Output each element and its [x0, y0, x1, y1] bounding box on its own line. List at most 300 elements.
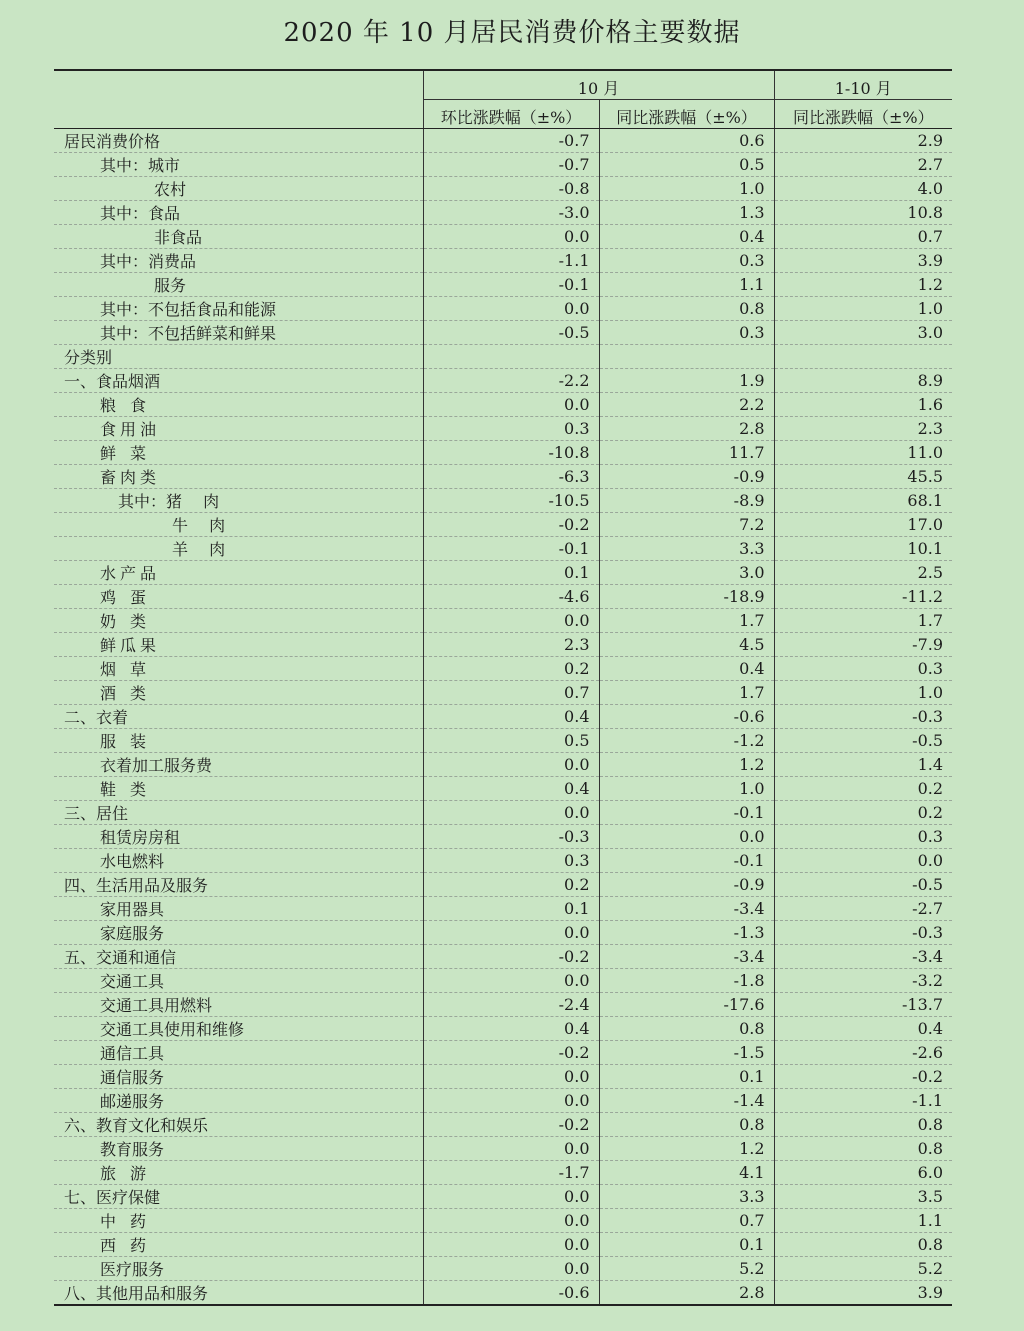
ytd-yoy-value: 8.9	[774, 369, 952, 393]
table-row	[54, 417, 952, 441]
mom-value: -1.1	[423, 249, 599, 273]
row-label	[54, 633, 423, 657]
ytd-yoy-value: -0.3	[774, 921, 952, 945]
row-label-text: 羊 肉	[172, 540, 226, 559]
mom-value: 0.0	[423, 1209, 599, 1233]
row-label	[54, 393, 423, 417]
table-row	[54, 1161, 952, 1185]
yoy-value: -1.3	[599, 921, 774, 945]
row-label-text: 一、食品烟酒	[64, 372, 161, 391]
mom-value: 0.0	[423, 921, 599, 945]
row-label-text: 水电燃料	[100, 852, 165, 871]
table-row	[54, 993, 952, 1017]
table-row	[54, 1017, 952, 1041]
yoy-value: 2.8	[599, 1281, 774, 1306]
yoy-value: 5.2	[599, 1257, 774, 1281]
row-label	[54, 465, 423, 489]
row-label-text: 家庭服务	[100, 924, 165, 943]
yoy-value: 1.0	[599, 177, 774, 201]
ytd-yoy-value	[774, 345, 952, 369]
mom-value: -0.2	[423, 513, 599, 537]
ytd-yoy-value: 1.7	[774, 609, 952, 633]
table-row	[54, 393, 952, 417]
header-ytd-yoy: 同比涨跌幅（±%）	[774, 100, 952, 129]
row-label-text: 其中：不包括食品和能源	[100, 300, 277, 319]
yoy-value: 0.1	[599, 1065, 774, 1089]
yoy-value: 1.9	[599, 369, 774, 393]
ytd-yoy-value: 0.3	[774, 657, 952, 681]
yoy-value: -3.4	[599, 945, 774, 969]
mom-value: -0.7	[423, 153, 599, 177]
row-label-text: 家用器具	[100, 900, 165, 919]
table-row	[54, 1089, 952, 1113]
ytd-yoy-value: -0.5	[774, 873, 952, 897]
yoy-value: -0.1	[599, 801, 774, 825]
header-group-ytd: 1-10 月	[774, 70, 952, 100]
mom-value: -0.3	[423, 825, 599, 849]
row-label-text: 其中：城市	[100, 156, 181, 175]
mom-value: 0.5	[423, 729, 599, 753]
table-row	[54, 489, 952, 513]
row-label	[54, 777, 423, 801]
ytd-yoy-value: 1.1	[774, 1209, 952, 1233]
ytd-yoy-value: -0.2	[774, 1065, 952, 1089]
table-row	[54, 633, 952, 657]
row-label-text: 其中：食品	[100, 204, 181, 223]
table-row	[54, 1041, 952, 1065]
ytd-yoy-value: 3.0	[774, 321, 952, 345]
row-label-text: 通信工具	[100, 1044, 165, 1063]
ytd-yoy-value: 3.9	[774, 1281, 952, 1306]
row-label	[54, 681, 423, 705]
table-row	[54, 465, 952, 489]
yoy-value: -1.8	[599, 969, 774, 993]
row-label	[54, 441, 423, 465]
ytd-yoy-value: -13.7	[774, 993, 952, 1017]
mom-value: -0.6	[423, 1281, 599, 1306]
ytd-yoy-value: 4.0	[774, 177, 952, 201]
mom-value: -0.1	[423, 537, 599, 561]
mom-value: 0.0	[423, 969, 599, 993]
page-title: 2020 年 10 月居民消费价格主要数据	[283, 18, 741, 48]
table-row	[54, 561, 952, 585]
row-label-text: 中药	[100, 1212, 161, 1231]
ytd-yoy-value: 45.5	[774, 465, 952, 489]
yoy-value: 1.2	[599, 753, 774, 777]
row-label	[54, 561, 423, 585]
ytd-yoy-value: 2.9	[774, 129, 952, 153]
ytd-yoy-value: -3.4	[774, 945, 952, 969]
mom-value: -0.5	[423, 321, 599, 345]
row-label-text: 五、交通和通信	[64, 948, 177, 967]
table-row	[54, 753, 952, 777]
table-row	[54, 609, 952, 633]
row-label	[54, 369, 423, 393]
table-row	[54, 537, 952, 561]
yoy-value: 0.8	[599, 297, 774, 321]
yoy-value: 0.4	[599, 657, 774, 681]
ytd-yoy-value: 1.0	[774, 297, 952, 321]
yoy-value: -17.6	[599, 993, 774, 1017]
table-row	[54, 657, 952, 681]
yoy-value	[599, 345, 774, 369]
yoy-value: -0.6	[599, 705, 774, 729]
table-row	[54, 1209, 952, 1233]
table-row	[54, 1137, 952, 1161]
yoy-value: -1.5	[599, 1041, 774, 1065]
table-row	[54, 969, 952, 993]
mom-value: 0.1	[423, 561, 599, 585]
row-label	[54, 177, 423, 201]
row-label-text: 粮食	[100, 396, 161, 415]
row-label-text: 其中：消费品	[100, 252, 197, 271]
table-row	[54, 369, 952, 393]
yoy-value: 0.8	[599, 1017, 774, 1041]
row-label	[54, 345, 423, 369]
row-label	[54, 729, 423, 753]
yoy-value: 0.5	[599, 153, 774, 177]
ytd-yoy-value: 11.0	[774, 441, 952, 465]
row-label	[54, 993, 423, 1017]
row-label	[54, 1233, 423, 1257]
row-label	[54, 513, 423, 537]
row-label-text: 居民消费价格	[64, 132, 161, 151]
mom-value: 0.2	[423, 873, 599, 897]
row-label-text: 西药	[100, 1236, 161, 1255]
table-row	[54, 921, 952, 945]
row-label	[54, 1257, 423, 1281]
mom-value: 0.0	[423, 393, 599, 417]
table-row	[54, 705, 952, 729]
yoy-value: 0.6	[599, 129, 774, 153]
row-label-text: 鲜瓜果	[100, 636, 161, 655]
yoy-value: 1.2	[599, 1137, 774, 1161]
ytd-yoy-value: -3.2	[774, 969, 952, 993]
ytd-yoy-value: 2.7	[774, 153, 952, 177]
header-group-october: 10 月	[423, 70, 774, 100]
row-label-text: 奶类	[100, 612, 161, 631]
yoy-value: 0.7	[599, 1209, 774, 1233]
row-label	[54, 153, 423, 177]
row-label	[54, 897, 423, 921]
yoy-value: 1.7	[599, 609, 774, 633]
yoy-value: 0.3	[599, 249, 774, 273]
table-row	[54, 249, 952, 273]
row-label-text: 教育服务	[100, 1140, 165, 1159]
yoy-value: 3.3	[599, 537, 774, 561]
mom-value: -0.1	[423, 273, 599, 297]
mom-value: 0.4	[423, 777, 599, 801]
row-label	[54, 489, 423, 513]
mom-value: 0.2	[423, 657, 599, 681]
row-label-text: 烟草	[100, 660, 161, 679]
table-row	[54, 177, 952, 201]
table-row	[54, 801, 952, 825]
table-row	[54, 585, 952, 609]
row-label-text: 二、衣着	[64, 708, 129, 727]
mom-value: 0.0	[423, 1185, 599, 1209]
mom-value: 0.0	[423, 609, 599, 633]
table-row	[54, 681, 952, 705]
row-label-text: 鞋类	[100, 780, 161, 799]
mom-value: -2.4	[423, 993, 599, 1017]
table-row	[54, 129, 952, 153]
mom-value: 0.0	[423, 1233, 599, 1257]
yoy-value: 0.1	[599, 1233, 774, 1257]
ytd-yoy-value: 68.1	[774, 489, 952, 513]
row-label	[54, 1161, 423, 1185]
row-label	[54, 201, 423, 225]
header-blank	[54, 70, 423, 129]
mom-value: 0.1	[423, 897, 599, 921]
yoy-value: 1.3	[599, 201, 774, 225]
ytd-yoy-value: 0.8	[774, 1233, 952, 1257]
yoy-value: -3.4	[599, 897, 774, 921]
table-row	[54, 1185, 952, 1209]
row-label-text: 酒类	[100, 684, 161, 703]
row-label-text: 衣着加工服务费	[100, 756, 213, 775]
mom-value: 0.3	[423, 417, 599, 441]
row-label-text: 三、居住	[64, 804, 129, 823]
table-row	[54, 945, 952, 969]
mom-value: -1.7	[423, 1161, 599, 1185]
mom-value: -0.8	[423, 177, 599, 201]
table-row	[54, 873, 952, 897]
yoy-value: -8.9	[599, 489, 774, 513]
table-row	[54, 513, 952, 537]
ytd-yoy-value: 0.3	[774, 825, 952, 849]
table-row	[54, 1257, 952, 1281]
yoy-value: 7.2	[599, 513, 774, 537]
table-row	[54, 321, 952, 345]
row-label-text: 鸡蛋	[100, 588, 161, 607]
row-label	[54, 873, 423, 897]
yoy-value: 0.0	[599, 825, 774, 849]
row-label	[54, 1209, 423, 1233]
table-row	[54, 345, 952, 369]
mom-value: 0.0	[423, 1257, 599, 1281]
table-row	[54, 849, 952, 873]
table-row	[54, 1113, 952, 1137]
mom-value: -0.2	[423, 1113, 599, 1137]
row-label-text: 交通工具使用和维修	[100, 1020, 245, 1039]
yoy-value: 3.0	[599, 561, 774, 585]
row-label-text: 七、医疗保健	[64, 1188, 161, 1207]
row-label	[54, 849, 423, 873]
yoy-value: -0.1	[599, 849, 774, 873]
cpi-table	[54, 69, 952, 1306]
row-label	[54, 537, 423, 561]
ytd-yoy-value: 1.2	[774, 273, 952, 297]
row-label	[54, 1065, 423, 1089]
ytd-yoy-value: 6.0	[774, 1161, 952, 1185]
yoy-value: -18.9	[599, 585, 774, 609]
row-label-text: 服务	[154, 276, 187, 295]
ytd-yoy-value: -11.2	[774, 585, 952, 609]
row-label	[54, 585, 423, 609]
mom-value: 0.0	[423, 1065, 599, 1089]
yoy-value: 4.5	[599, 633, 774, 657]
ytd-yoy-value: -0.5	[774, 729, 952, 753]
yoy-value: 4.1	[599, 1161, 774, 1185]
yoy-value: -1.2	[599, 729, 774, 753]
row-label	[54, 657, 423, 681]
ytd-yoy-value: 0.0	[774, 849, 952, 873]
yoy-value: 11.7	[599, 441, 774, 465]
table-row	[54, 729, 952, 753]
table-row	[54, 897, 952, 921]
yoy-value: 1.7	[599, 681, 774, 705]
row-label-text: 非食品	[154, 228, 203, 247]
ytd-yoy-value: 0.2	[774, 801, 952, 825]
mom-value: -0.2	[423, 1041, 599, 1065]
row-label	[54, 1041, 423, 1065]
table-row	[54, 1281, 952, 1306]
row-label-text: 交通工具用燃料	[100, 996, 213, 1015]
mom-value: 0.0	[423, 1137, 599, 1161]
mom-value: 0.0	[423, 297, 599, 321]
ytd-yoy-value: 0.2	[774, 777, 952, 801]
mom-value	[423, 345, 599, 369]
row-label	[54, 249, 423, 273]
row-label	[54, 129, 423, 153]
yoy-value: 2.2	[599, 393, 774, 417]
table-row	[54, 225, 952, 249]
ytd-yoy-value: 5.2	[774, 1257, 952, 1281]
row-label	[54, 417, 423, 441]
table-row	[54, 1233, 952, 1257]
yoy-value: 0.4	[599, 225, 774, 249]
row-label	[54, 1089, 423, 1113]
ytd-yoy-value: -1.1	[774, 1089, 952, 1113]
row-label	[54, 609, 423, 633]
ytd-yoy-value: 0.8	[774, 1113, 952, 1137]
row-label-text: 邮递服务	[100, 1092, 165, 1111]
table-row	[54, 825, 952, 849]
mom-value: -3.0	[423, 201, 599, 225]
row-label-text: 医疗服务	[100, 1260, 165, 1279]
header-mom: 环比涨跌幅（±%）	[423, 100, 599, 129]
ytd-yoy-value: 1.0	[774, 681, 952, 705]
table-row	[54, 777, 952, 801]
row-label	[54, 1281, 423, 1306]
yoy-value: 3.3	[599, 1185, 774, 1209]
ytd-yoy-value: 0.7	[774, 225, 952, 249]
mom-value: -10.5	[423, 489, 599, 513]
mom-value: -2.2	[423, 369, 599, 393]
row-label	[54, 1017, 423, 1041]
ytd-yoy-value: 0.4	[774, 1017, 952, 1041]
row-label-text: 其中：猪 肉	[118, 492, 220, 511]
row-label-text: 四、生活用品及服务	[64, 876, 209, 895]
ytd-yoy-value: 1.6	[774, 393, 952, 417]
row-label	[54, 945, 423, 969]
row-label	[54, 1137, 423, 1161]
yoy-value: -0.9	[599, 465, 774, 489]
mom-value: 0.3	[423, 849, 599, 873]
mom-value: -0.2	[423, 945, 599, 969]
ytd-yoy-value: 0.8	[774, 1137, 952, 1161]
mom-value: 0.4	[423, 705, 599, 729]
row-label	[54, 801, 423, 825]
row-label-text: 鲜菜	[100, 444, 161, 463]
row-label-text: 旅游	[100, 1164, 161, 1183]
mom-value: 0.4	[423, 1017, 599, 1041]
row-label	[54, 753, 423, 777]
row-label-text: 八、其他用品和服务	[64, 1284, 209, 1303]
ytd-yoy-value: 3.5	[774, 1185, 952, 1209]
yoy-value: 2.8	[599, 417, 774, 441]
row-label	[54, 321, 423, 345]
ytd-yoy-value: -7.9	[774, 633, 952, 657]
table-row	[54, 441, 952, 465]
mom-value: 0.0	[423, 753, 599, 777]
yoy-value: -1.4	[599, 1089, 774, 1113]
row-label	[54, 225, 423, 249]
row-label-text: 服装	[100, 732, 161, 751]
ytd-yoy-value: 3.9	[774, 249, 952, 273]
table-row	[54, 201, 952, 225]
mom-value: -6.3	[423, 465, 599, 489]
ytd-yoy-value: -2.6	[774, 1041, 952, 1065]
row-label-text: 牛 肉	[172, 516, 226, 535]
row-label-text: 租赁房房租	[100, 828, 181, 847]
ytd-yoy-value: 2.3	[774, 417, 952, 441]
table-row	[54, 1065, 952, 1089]
ytd-yoy-value: 10.8	[774, 201, 952, 225]
mom-value: 0.0	[423, 1089, 599, 1113]
row-label	[54, 969, 423, 993]
row-label-text: 分类别	[64, 348, 113, 367]
mom-value: -0.7	[423, 129, 599, 153]
mom-value: 2.3	[423, 633, 599, 657]
yoy-value: -0.9	[599, 873, 774, 897]
mom-value: -4.6	[423, 585, 599, 609]
row-label	[54, 297, 423, 321]
row-label-text: 农村	[154, 180, 187, 199]
row-label-text: 交通工具	[100, 972, 165, 991]
row-label-text: 水产品	[100, 564, 161, 583]
mom-value: -10.8	[423, 441, 599, 465]
ytd-yoy-value: 17.0	[774, 513, 952, 537]
yoy-value: 1.1	[599, 273, 774, 297]
row-label-text: 通信服务	[100, 1068, 165, 1087]
row-label	[54, 705, 423, 729]
ytd-yoy-value: 1.4	[774, 753, 952, 777]
table-row	[54, 153, 952, 177]
ytd-yoy-value: -2.7	[774, 897, 952, 921]
row-label	[54, 1113, 423, 1137]
row-label-text: 食用油	[100, 420, 161, 439]
yoy-value: 0.3	[599, 321, 774, 345]
row-label-text: 其中：不包括鲜菜和鲜果	[100, 324, 277, 343]
yoy-value: 1.0	[599, 777, 774, 801]
ytd-yoy-value: 2.5	[774, 561, 952, 585]
mom-value: 0.0	[423, 225, 599, 249]
mom-value: 0.0	[423, 801, 599, 825]
row-label-text: 六、教育文化和娱乐	[64, 1116, 209, 1135]
table-row	[54, 273, 952, 297]
row-label	[54, 825, 423, 849]
ytd-yoy-value: 10.1	[774, 537, 952, 561]
row-label-text: 畜肉类	[100, 468, 161, 487]
ytd-yoy-value: -0.3	[774, 705, 952, 729]
table-row	[54, 297, 952, 321]
row-label	[54, 921, 423, 945]
header-yoy: 同比涨跌幅（±%）	[599, 100, 774, 129]
row-label	[54, 1185, 423, 1209]
row-label	[54, 273, 423, 297]
